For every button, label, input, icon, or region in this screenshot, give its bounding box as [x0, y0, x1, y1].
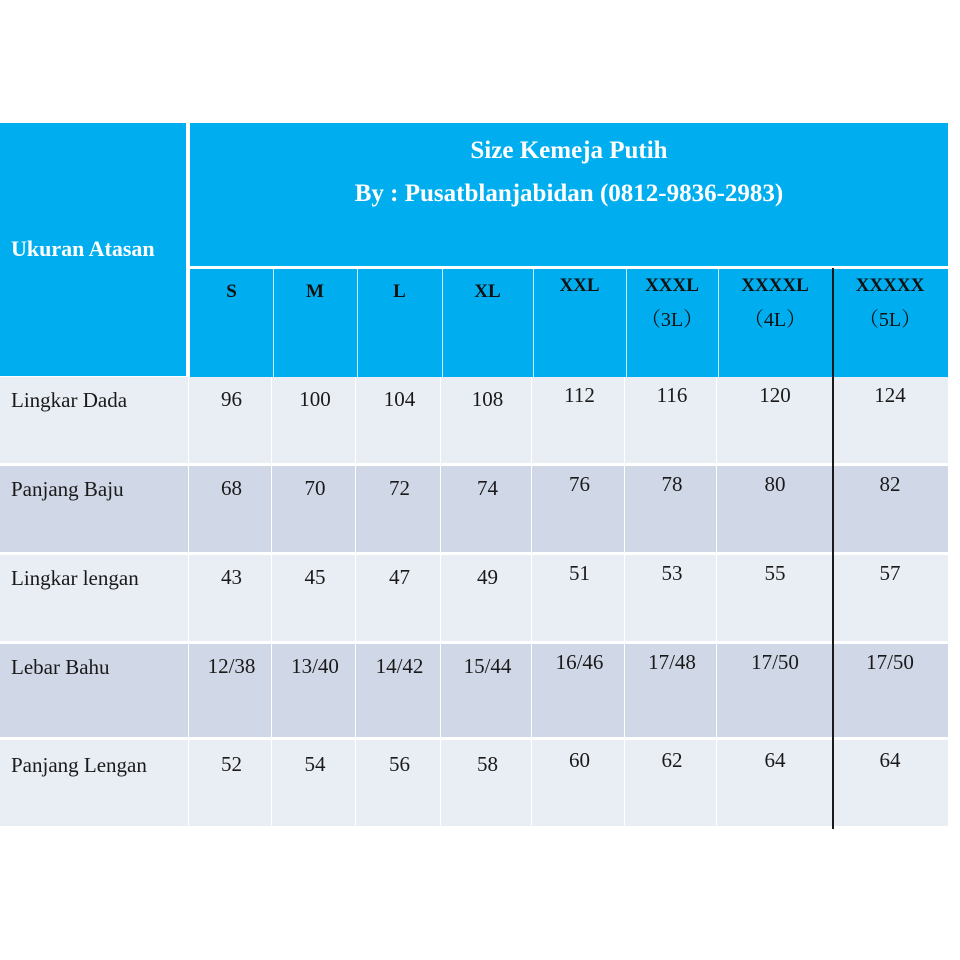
table-cell: 47 — [389, 565, 410, 589]
table-cell: 96 — [221, 387, 242, 411]
cell-divider — [531, 644, 532, 737]
column-divider — [832, 268, 834, 829]
cell-divider — [716, 555, 717, 641]
row-header-cell — [0, 123, 186, 376]
size-label: M — [306, 281, 324, 302]
table-cell: 15/44 — [463, 654, 512, 678]
table-cell: 17/48 — [648, 650, 696, 674]
header-column-line — [357, 269, 358, 377]
cell-divider — [716, 466, 717, 552]
cell-divider — [440, 377, 441, 463]
cell-divider — [271, 466, 272, 552]
table-row — [0, 740, 948, 826]
table-cell: 55 — [764, 561, 786, 585]
cell-divider — [188, 644, 189, 737]
table-cell: 100 — [299, 387, 331, 411]
table-row — [0, 377, 948, 463]
table-cell: 108 — [471, 387, 504, 411]
size-sublabel: （5L） — [858, 309, 922, 331]
size-header-4 — [533, 269, 626, 377]
cell-divider — [531, 740, 532, 826]
size-label: S — [226, 281, 237, 302]
cell-divider — [440, 644, 441, 737]
header-column-line — [626, 269, 627, 377]
table-cell: 49 — [477, 565, 498, 589]
header-column-line — [533, 269, 534, 377]
table-cell: 80 — [764, 472, 786, 496]
size-header-3 — [442, 275, 533, 383]
size-header-5 — [626, 269, 718, 377]
size-sublabel: （4L） — [743, 309, 807, 331]
cell-divider — [624, 555, 625, 641]
table-cell: 104 — [383, 387, 416, 411]
size-header-2 — [357, 275, 442, 383]
size-chart — [0, 123, 948, 829]
size-label: XXL — [559, 275, 600, 296]
cell-divider — [440, 555, 441, 641]
table-cell: 54 — [304, 752, 326, 776]
cell-divider — [716, 644, 717, 737]
cell-divider — [355, 377, 356, 463]
chart-subtitle: By : Pusatblanjabidan (0812-9836-2983) — [354, 180, 784, 207]
header-column-line — [442, 269, 443, 377]
cell-divider — [531, 377, 532, 463]
table-cell: 13/40 — [291, 654, 339, 678]
table-cell: 82 — [879, 472, 901, 496]
cell-divider — [188, 740, 189, 826]
size-label: XXXXX — [855, 275, 925, 296]
size-label: XXXL — [645, 275, 699, 296]
table-cell: 64 — [879, 748, 901, 772]
row-label: Lingkar Dada — [11, 388, 128, 412]
cell-divider — [531, 466, 532, 552]
table-cell: 62 — [661, 748, 683, 772]
table-row — [0, 555, 948, 641]
row-label: Panjang Lengan — [11, 753, 147, 777]
cell-divider — [271, 740, 272, 826]
table-cell: 14/42 — [375, 654, 424, 678]
table-cell: 70 — [304, 476, 326, 500]
size-header-row — [190, 269, 948, 377]
cell-divider — [355, 466, 356, 552]
chart-title: Size Kemeja Putih — [470, 137, 668, 164]
table-cell: 17/50 — [751, 650, 799, 674]
table-cell: 58 — [477, 752, 498, 776]
cell-divider — [188, 377, 189, 463]
table-row — [0, 644, 948, 737]
cell-divider — [624, 740, 625, 826]
row-label: Panjang Baju — [11, 477, 124, 501]
table-cell: 17/50 — [866, 650, 914, 674]
table-cell: 56 — [389, 752, 410, 776]
table-cell: 16/46 — [555, 650, 604, 674]
table-cell: 52 — [221, 752, 242, 776]
table-cell: 45 — [304, 565, 326, 589]
table-cell: 78 — [661, 472, 683, 496]
cell-divider — [624, 644, 625, 737]
header-column-line — [718, 269, 719, 377]
table-cell: 76 — [569, 472, 590, 496]
table-cell: 112 — [564, 383, 595, 407]
cell-divider — [624, 466, 625, 552]
cell-divider — [716, 377, 717, 463]
size-sublabel: （3L） — [640, 309, 704, 331]
cell-divider — [355, 555, 356, 641]
cell-divider — [188, 555, 189, 641]
title-cell — [190, 123, 948, 266]
table-cell: 74 — [477, 476, 498, 500]
size-label: L — [393, 281, 406, 302]
row-label: Lingkar lengan — [11, 566, 139, 590]
cell-divider — [271, 644, 272, 737]
header-column-line — [273, 269, 274, 377]
table-cell: 43 — [221, 565, 242, 589]
table-cell: 124 — [874, 383, 906, 407]
table-cell: 64 — [764, 748, 786, 772]
size-header-0 — [190, 275, 273, 383]
size-label: XXXXL — [741, 275, 809, 296]
cell-divider — [271, 555, 272, 641]
table-row — [0, 466, 948, 552]
cell-divider — [440, 466, 441, 552]
cell-divider — [624, 377, 625, 463]
table-cell: 72 — [389, 476, 410, 500]
table-cell: 116 — [656, 383, 688, 407]
table-cell: 60 — [569, 748, 590, 772]
table-cell: 120 — [759, 383, 791, 407]
size-header-1 — [273, 275, 357, 383]
table-cell: 53 — [661, 561, 683, 585]
table-cell: 12/38 — [207, 654, 256, 678]
cell-divider — [188, 466, 189, 552]
cell-divider — [716, 740, 717, 826]
cell-divider — [271, 377, 272, 463]
row-header-label: Ukuran Atasan — [11, 236, 155, 261]
cell-divider — [355, 740, 356, 826]
table-cell: 51 — [569, 561, 590, 585]
cell-divider — [355, 644, 356, 737]
table-cell: 68 — [221, 476, 242, 500]
size-label: XL — [474, 281, 501, 302]
size-header-6 — [718, 269, 832, 377]
row-label: Lebar Bahu — [11, 655, 110, 679]
size-header-7 — [832, 269, 948, 377]
table-cell: 57 — [879, 561, 901, 585]
cell-divider — [531, 555, 532, 641]
cell-divider — [440, 740, 441, 826]
